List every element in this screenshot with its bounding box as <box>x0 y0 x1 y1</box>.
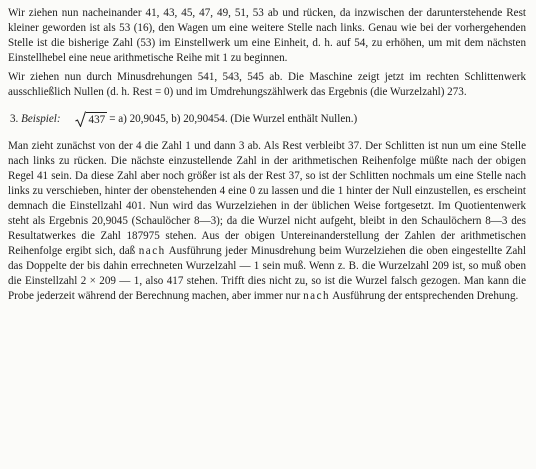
explanation-text: Man zieht zunächst von der 4 die Zahl 1 und dann 3 ab. Als Rest verbleibt 37. Der Schlitten ist nun um eine Stelle nach links zu rücken. Die nächste einzustellende Zahl in der arithmetischen Reihenfolge müßte nach der obigen Regel 41 sein. Da diese Zahl aber noch größer ist als der Rest 37, so ist der Schlitten nochmals um eine Stelle nach links zu verschieben, hinter der obenstehenden 4 eine 0 zu lassen und die 1 hinter der Null einzustellen, es erscheint demnach die Einstellzahl 401. Nun wird das Wurzelziehen in der üblichen Weise fortgesetzt. Im Quotientenwerk steht als Ergebnis 20,9045 (Schaulöcher 8—3); da die Wurzel nicht aufgeht, bleibt in den Schaulöchern 8—3 des Resultatwerkes die Zahl 187975 stehen. Aus der obigen Untereinanderstellung der Zahlen der arithmetischen Reihenfolge ergibt sich, daß <box>8 140 526 257</box>
spacer <box>8 127 526 139</box>
explanation-text: Ausführung jeder Minusdrehung beim Wurzelziehen die oben eingestellte Zahl das Doppelte der bis dahin errechneten Wurzelzahl — 1 sein muß. Wenn z. B. die Wurzelzahl 209 ist, so muß oben die Einstellzahl 2 × 209 — 1, also 417 stehen. Trifft dies nicht zu, so ist die Wurzel falsch gezogen. Man kann die Probe jederzeit während der Berechnung machen, aber immer nur <box>8 244 526 302</box>
square-root-expression <box>75 111 108 127</box>
paragraph-subtraction-steps: Wir ziehen nun nacheinander 41, 43, 45, 47, 49, 51, 53 ab und rücken, da inzwischen der darunterstehende Rest kleiner geworden ist als 53 (16), den Wagen um eine weitere Stelle nach links. Genau wie bei der vorhergehenden Stelle ist die bisherige Zahl (53) im Einstellwerk um eine Einheit, d. h. auf 54, zu erhöhen, um mit dem nächsten Einstellhebel eine neue arithmetische Reihe mit 1 zu beginnen. <box>8 7 526 64</box>
example-number: 3. <box>10 112 19 125</box>
example-label <box>10 112 61 127</box>
spaced-word: nach <box>138 244 166 257</box>
paragraph-minus-rotations: Wir ziehen nun durch Minusdrehungen 541, 543, 545 ab. Die Maschine zeigt jetzt im rechten Schlittenwerk ausschließlich Nullen (d. h. Rest = 0) und im Umdrehungszählwerk das Ergebnis (die Wurzelzahl) 273. <box>8 70 526 98</box>
example-result: = a) 20,9045, b) 20,90454. (Die Wurzel enthält Nullen.) <box>109 112 358 125</box>
paragraph-explanation <box>8 139 526 303</box>
example-word: Beispiel: <box>21 112 61 125</box>
radicand: 437 <box>86 112 108 127</box>
radical-sign-icon <box>75 111 86 127</box>
example-heading <box>8 111 526 127</box>
explanation-text: Ausführung der entsprechenden Drehung. <box>330 289 519 302</box>
spacer <box>8 99 526 111</box>
spaced-word: nach <box>303 289 331 302</box>
